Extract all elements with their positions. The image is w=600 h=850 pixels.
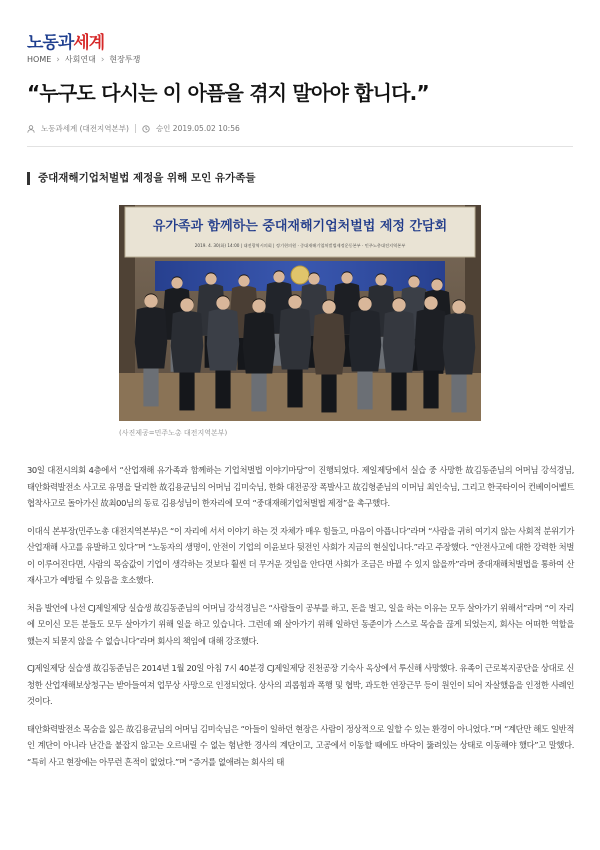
body-paragraph: 태안화력발전소 목숨을 잃은 故김용균님의 어머님 김미숙님은 “아들이 일하던 현장은 사람이 정상적으로 일할 수 있는 환경이 아니었다.”며 “계단만 해도 일반적인 계단이 아니라 난간을 붙잡지 않고는 오르내릴 수 없는 험난한 경사의 계단이고, 고공에서 이동할 때에도 바닥이 뚫려있는 상태로 이동해야 했다”고 말했다. “특히 사고 현장에는 아무런 흔적이 없었다.”며 “증거를 없애려는 회사의 태 (27, 723, 574, 767)
site-logo[interactable] (27, 28, 104, 53)
body-paragraph: 처음 발언에 나선 CJ제일제당 실습생 故김동준님의 어머님 강석경님은 “사람들이 공부를 하고, 돈을 벌고, 일을 하는 이유는 모두 살아가기 위해서”라며 “이 자리에 모이신 모든 분들도 모두 살아가기 위해 일을 하고 있습니다. 그런데 왜 살아가기 위해 일하던 동준이가 스스로 목숨을 끊게 되었는지, 회사는 어떠한 역할을 했는지 되묻지 않을 수 없습니다”라며 회사의 책임에 대해 강조했다. (27, 602, 574, 646)
person-icon (27, 124, 35, 133)
article-subheading: 중대재해기업처벌법 제정을 위해 모인 유가족들 (27, 172, 255, 185)
clock-icon (142, 124, 150, 133)
body-paragraph: CJ제일제당 실습생 故김동준님은 2014년 1월 20일 아침 7시 40분경 CJ제일제당 진천공장 기숙사 옥상에서 투신해 사망했다. 유족이 근로복지공단을 상대로 신청한 산업재해보상청구는 받아들여져 업무상 사망으로 인정되었다. 상사의 괴롭힘과 폭행 및 협박, 과도한 연장근무 등이 원인이 되어 자살했음을 인정한 사례인 것이다. (27, 663, 574, 706)
breadcrumb-subsection[interactable]: 현장투쟁 (109, 55, 141, 64)
photo-banner-sub: 2019. 4. 30(화) 14:00 | 대전광역시의회 | 정기현의원 · 중대재해기업처벌법제정운동본부 · 민주노총대전지역본부 (194, 243, 406, 248)
photo-banner-title: 유가족과 함께하는 중대재해기업처벌법 제정 간담회 (152, 219, 448, 234)
title-divider (27, 146, 573, 147)
breadcrumb (27, 54, 140, 65)
meta-divider (135, 124, 136, 133)
body-paragraph: 30일 대전시의회 4층에서 “산업재해 유가족과 함께하는 기업처벌법 이야기마당”이 진행되었다. 제일제당에서 실습 중 사망한 故김동준님의 어머님 강석경님, 태안화력발전소 사고로 유명을 달리한 故김용균님의 어머님 김미숙님, 한화 대전공장 폭발사고 故김형준님의 이머님 최인숙님, 그리고 한국타이어 컨베이어벨트 협착사고로 돌아가신 故최00님의 동료 김용성님이 한자리에 모여 “중대재해기업처벌법 제정”을 촉구했다. (27, 465, 574, 508)
chevron-right-icon: › (100, 54, 105, 65)
photo-caption: (사진제공=민주노총 대전지역본부) (119, 429, 228, 437)
article-meta (27, 123, 240, 134)
author-name[interactable]: 노동과세계 (대전지역본부) (41, 124, 129, 133)
article-photo (119, 205, 481, 421)
breadcrumb-home[interactable]: HOME (27, 55, 52, 64)
breadcrumb-section[interactable]: 사회연대 (64, 55, 96, 64)
page-title: “누구도 다시는 이 아픔을 겪지 말아야 합니다.” (27, 81, 429, 105)
body-paragraph: 이대식 본부장(민주노총 대전지역본부)은 “이 자리에 서서 이야기 하는 것 자체가 매우 힘들고, 마음이 아픕니다”라며 “사람을 귀히 여기지 않는 사회적 분위기가 산업재해 사고를 유발하고 있다”며 “노동자의 생명이, 안전이 기업의 이윤보다 뒷전인 사회가 지금의 현실입니다.”라고 주장했다. “안전사고에 대한 강력한 처벌이 이루어진다면, 사람의 목숨값이 기업이 생각하는 것보다 훨씬 더 무거운 것임을 안다면 사회가 조금은 바뀔 수 있지 않을까”라며 중대재해처벌법을 통하여 산재사고가 예방될 수 있음을 호소했다. (27, 525, 574, 585)
logo-accent: 세계 (73, 33, 105, 53)
logo-main: 노동과 (27, 33, 74, 53)
approved-date: 승인 2019.05.02 10:56 (155, 124, 240, 133)
chevron-right-icon: › (56, 54, 60, 65)
logo-text (27, 28, 104, 53)
article-body (27, 462, 574, 781)
